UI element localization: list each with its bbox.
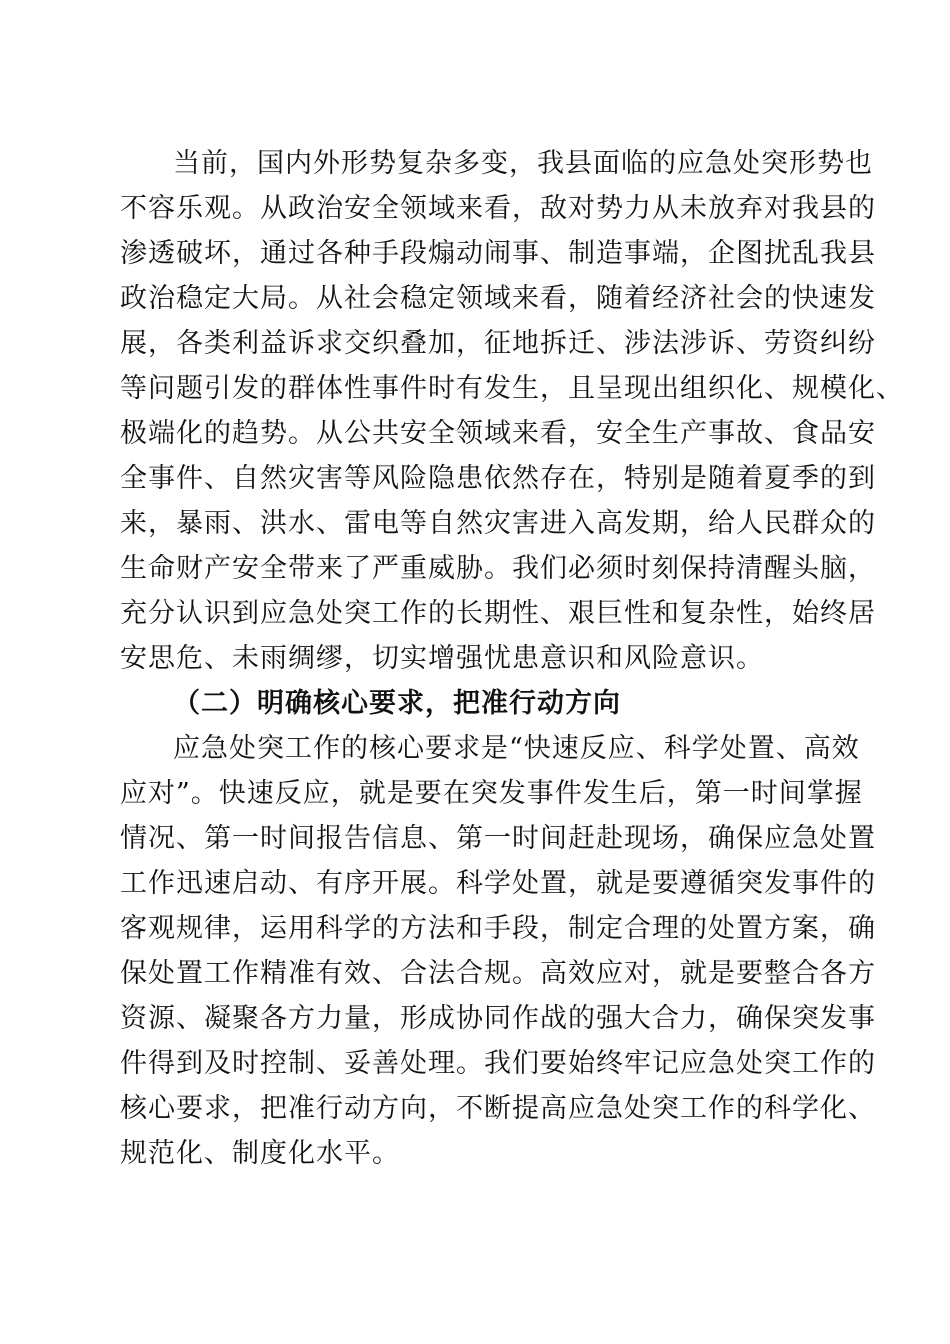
paragraph-2-line: 核心要求，把准行动方向，不断提高应急处突工作的科学化、	[120, 1093, 876, 1124]
paragraph-2-line: 规范化、制度化水平。	[120, 1138, 400, 1169]
paragraph-1-line: 不容乐观。从政治安全领域来看，敌对势力从未放弃对我县的	[120, 193, 876, 224]
paragraph-1-line: 政治稳定大局。从社会稳定领域来看，随着经济社会的快速发	[120, 283, 876, 314]
paragraph-1-line: 当前，国内外形势复杂多变，我县面临的应急处突形势也	[173, 148, 873, 179]
paragraph-2-line: 保处置工作精准有效、合法合规。高效应对，就是要整合各方	[120, 958, 876, 989]
paragraph-2-line: 资源、凝聚各方力量，形成协同作战的强大合力，确保突发事	[120, 1003, 876, 1034]
paragraph-1-line: 渗透破坏，通过各种手段煽动闹事、制造事端，企图扰乱我县	[120, 238, 876, 269]
paragraph-1-line: 生命财产安全带来了严重威胁。我们必须时刻保持清醒头脑，	[120, 553, 876, 584]
paragraph-2-line: 客观规律，运用科学的方法和手段，制定合理的处置方案，确	[120, 913, 876, 944]
paragraph-1-line: 来，暴雨、洪水、雷电等自然灾害进入高发期，给人民群众的	[120, 508, 876, 539]
paragraph-2-line: 情况、第一时间报告信息、第一时间赶赴现场，确保应急处置	[120, 823, 876, 854]
paragraph-2-line: 件得到及时控制、妥善处理。我们要始终牢记应急处突工作的	[120, 1048, 876, 1079]
paragraph-1-line: 安思危、未雨绸缪，切实增强忧患意识和风险意识。	[120, 643, 764, 674]
paragraph-1-line: 展，各类利益诉求交织叠加，征地拆迁、涉法涉诉、劳资纠纷	[120, 328, 876, 359]
paragraph-2-line: 应急处突工作的核心要求是“快速反应、科学处置、高效	[173, 733, 860, 764]
paragraph-1-line: 极端化的趋势。从公共安全领域来看，安全生产事故、食品安	[120, 418, 876, 449]
paragraph-1-line: 充分认识到应急处突工作的长期性、艰巨性和复杂性，始终居	[120, 598, 876, 629]
paragraph-2-line: 工作迅速启动、有序开展。科学处置，就是要遵循突发事件的	[120, 868, 876, 899]
section-heading: （二）明确核心要求，把准行动方向	[173, 688, 621, 719]
paragraph-1-line: 全事件、自然灾害等风险隐患依然存在，特别是随着夏季的到	[120, 463, 876, 494]
paragraph-2-line: 应对”。快速反应，就是要在突发事件发生后，第一时间掌握	[120, 778, 863, 809]
paragraph-1-line: 等问题引发的群体性事件时有发生，且呈现出组织化、规模化、	[120, 373, 904, 404]
